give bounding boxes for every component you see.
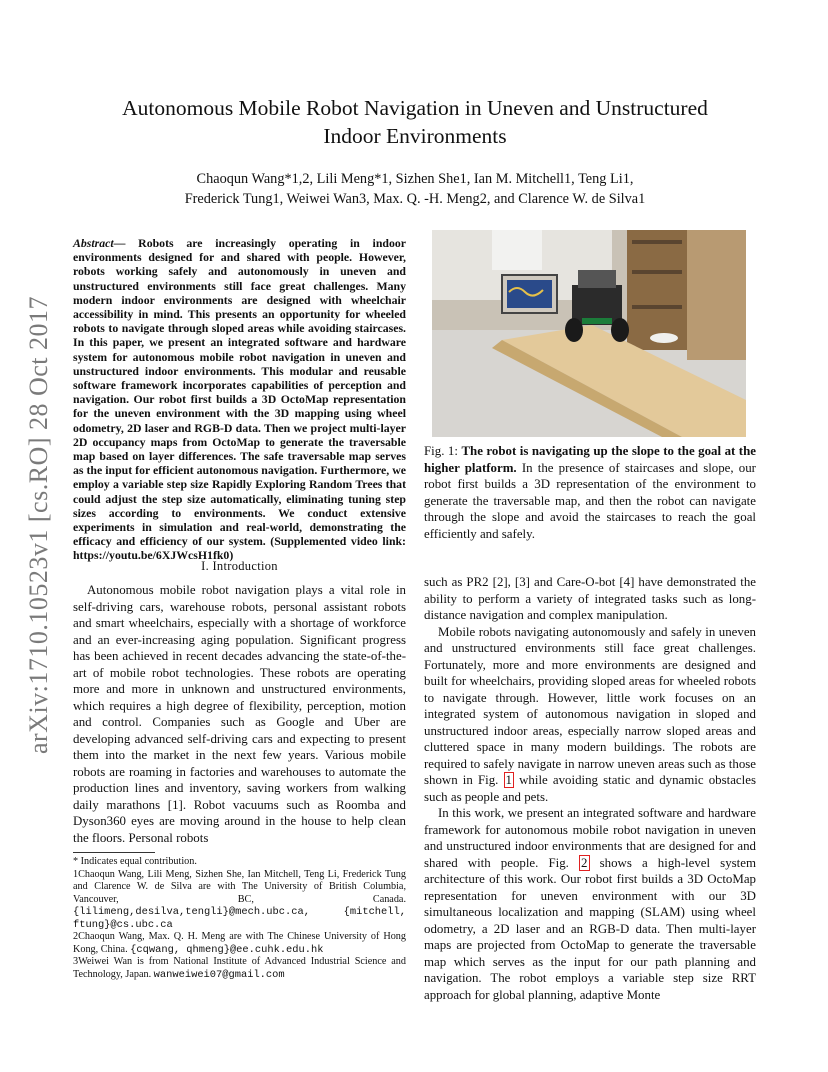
figure-2-link[interactable]: 2	[581, 855, 588, 870]
figure-1-link[interactable]: 1	[505, 773, 512, 787]
authors-line-2: Frederick Tung1, Weiwei Wan3, Max. Q. -H. Meng2, and Clarence W. de Silva1	[184, 191, 646, 207]
paragraph-right-2: Mobile robots navigating autonomously and safely in uneven and unstructured environments still face great challenges. Fortunately, more and more environments are designed and built for wheelchairs, providing sloped areas for wheeled robots to navigate through. However, little work focuses on an integrated system of autonomous navigation in sloped and unstructured indoor areas, especially narrow sloped areas and cluttered space in many modern buildings. The robots are required to safely navigate in narrow uneven areas such as those shown in Fig. 1 while avoiding static and dynamic obstacles such as people and pets.	[424, 624, 756, 804]
title-line-2: Indoor Environments	[323, 124, 507, 148]
caption-rest: In the presence of staircases and slope, our robot first builds a 3D representation of the environment to generate the traversable map, and then the robot can navigate through the slope and avoid the staircases to reach the goal efficiently and safely.	[424, 460, 756, 541]
footnote-equal: * Indicates equal contribution.	[73, 856, 197, 867]
paragraph-right-1: such as PR2 [2], [3] and Care-O-bot [4] have demonstrated the ability to perform a variety of integrated tasks such as long-distance navigation and complex manipulation.	[424, 575, 756, 622]
caption-bold: The robot is navigating up the slope to the goal at the higher platform.	[424, 444, 756, 475]
abstract-text: — Robots are increasingly operating in indoor environments designed for and shared with people. However, robots working safely and autonomously in uneven and unstructured environments still face great challenges. Many modern indoor environments are designed with wheelchair accessibility in mind. This presents an opportunity for wheeled robots to navigate through sloped areas while avoiding staircases. In this paper, we present an integrated software and hardware system for autonomous mobile robot navigation in uneven and unstructured indoor environments. This modular and reusable software framework incorporates capabilities of perception and navigation. Our robot first builds a 3D OctoMap representation for the uneven environment with the 3D mapping using wheel odometry, 2D laser and RGB-D data. Then we project multi-layer 2D occupancy maps from OctoMap to generate the traversable map based on layer differences. The safe traversable map serves as the input for efficient autonomous navigation. Furthermore, we employ a variable step size Rapidly Exploring Random Trees that could adjust the step size automatically, eliminating tuning step sizes according to environments. We conduct extensive experiments in simulation and real-world, demonstrating the efficacy and efficiency of our system. (Supplemented video link: https://youtu.be/6XJWcsH1fk0)	[73, 236, 406, 563]
footnote-3: 3Weiwei Wan is from National Institute of Advanced Industrial Science and Technology, Japan. wanweiwei07@gmail.com	[73, 956, 406, 981]
figure-1-photo	[432, 230, 746, 437]
robot-photo-illustration	[432, 230, 746, 437]
footnote-1: 1Chaoqun Wang, Lili Meng, Sizhen She, Ian Mitchell, Teng Li, Frederick Tung and Clarence W. de Silva are with The University of British Columbia, Vancouver, BC, Canada. {lilimeng,desilva,tengli}@mech.ubc.ca, {mitchell, ftung}@cs.ubc.ca	[73, 868, 406, 931]
footnote-2: 2Chaoqun Wang, Max. Q. H. Meng are with The Chinese University of Hong Kong, China. {cqwang, qhmeng}@ee.cuhk.edu.hk	[73, 931, 406, 956]
footnote-1-emails: {lilimeng,desilva,tengli}@mech.ubc.ca, {mitchell, ftung}@cs.ubc.ca	[73, 906, 406, 931]
abstract-label: Abstract	[73, 236, 114, 250]
footnote-3-email: wanweiwei07@gmail.com	[153, 968, 285, 981]
footnotes	[73, 856, 406, 981]
figure-1-caption	[424, 443, 756, 542]
right-column-text	[424, 574, 756, 1003]
title-line-1: Autonomous Mobile Robot Navigation in Uneven and Unstructured	[122, 96, 708, 120]
caption-label: Fig. 1:	[424, 444, 458, 458]
paper-title	[90, 94, 740, 150]
paragraph-right-3: In this work, we present an integrated software and hardware framework for autonomous mobile robot navigation in uneven and unstructured indoor environments that are designed for and shared with people. Fig. 2 shows a high-level system architecture of this work. Our robot first builds a 3D OctoMap representation for uneven environment with our 3D simultaneous localization and mapping (SLAM) using wheel odometry, a 2D laser and an RGB-D data. Then multi-layer maps are projected from OctoMap to generate the traversable map which serves as the input for our path planning and navigation. The robot employs a variable step size RRT approach for global planning, adaptive Monte	[424, 806, 756, 1002]
footnote-2-emails: {cqwang, qhmeng}@ee.cuhk.edu.hk	[130, 943, 324, 956]
arxiv-sidebar-id: arXiv:1710.10523v1 [cs.RO] 28 Oct 2017	[24, 295, 53, 755]
author-list	[90, 169, 740, 209]
abstract	[73, 236, 406, 563]
intro-paragraph: Autonomous mobile robot navigation plays a vital role in self-driving cars, warehouse robots, personal assistant robots and smart wheelchairs, especially with a shortage of workforce and an ever-increasing aging population. Significant progress has been achieved in recent decades advancing the state-of-the-art of mobile robot technologies. These robots are operating more and more in unknown and unstructured environments, which requires a high degree of flexibility, perception, motion and control. Companies such as Google and Uber are developing advanced self-driving cars and expecting to present them into the market in the next few years. Various mobile robots are roaming in factories and warehouses to automate the production lines and inventory, saving workers from walking daily marathons [1]. Robot vacuums such as Roomba and Dyson360 eyes are moving around in the house to help clean the floors. Personal robots	[73, 583, 406, 845]
section-heading: I. Introduction	[201, 559, 278, 573]
footnote-rule	[73, 852, 155, 853]
authors-line-1: Chaoqun Wang*1,2, Lili Meng*1, Sizhen She1, Ian M. Mitchell1, Teng Li1,	[196, 171, 634, 187]
